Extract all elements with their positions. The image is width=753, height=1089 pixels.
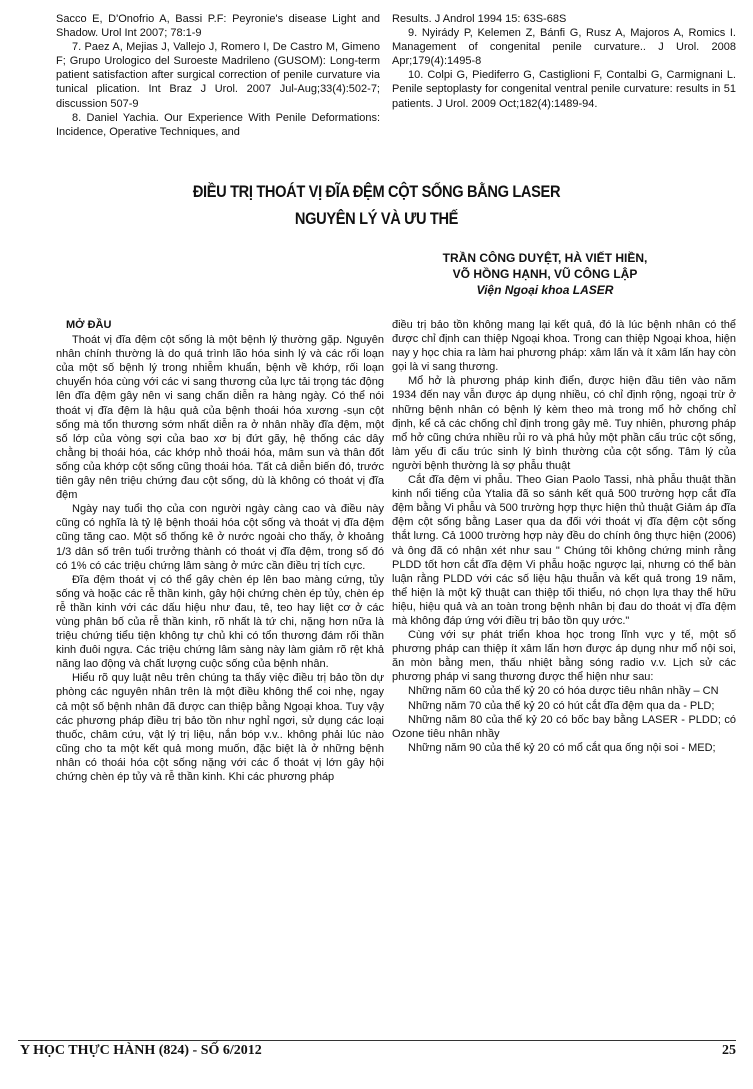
body-paragraph: Cắt đĩa đệm vi phẫu. Theo Gian Paolo Tassi, nhà phẫu thuật thần kinh nổi tiếng của Ytalia đã so sánh kết quả 500 trường hợp cắt đĩa đệm bằng Vi phẫu và 500 trường hợp thực hiện thủ thuật Giảm áp đĩa đệm cột sống bằng Laser qua da đối với thoát vị đĩa đệm cột sống thắt lưng. Cả 1000 trường hợp này đều do chính ông thực hiện (2006) và ông đã có nhận xét như sau " Chúng tôi không chứng minh rằng PLDD tốt hơn cắt đĩa đệm Vi phẫu hoặc ngược lại, nhưng có thể bàn luận rằng PLDD với các số liệu hậu thuẫn và kết quả trong 19 năm, thể hiện là một kỹ thuật can thiệp tối thiểu, nó chọn lựa thay thế hữu hiệu, hiệu quả và an toàn trong bệnh nhân bị đau do thoát vị đĩa đệm mà không đáp ứng với điều trị bảo tồn quy ước." — [392, 474, 736, 627]
reference-item: 9. Nyirády P, Kelemen Z, Bánfi G, Rusz A, Majoros A, Romics I. Management of congenital penile curvature.. J Urol. 2008 Apr;179(4):1495-8 — [392, 27, 736, 68]
reference-item: Sacco E, D'Onofrio A, Bassi P.F: Peyronie's disease Light and Shadow. Urol Int 2007; 78:1-9 — [56, 13, 380, 40]
history-item: Những năm 80 của thế kỷ 20 có bốc bay bằng LASER - PLDD; có Ozone tiêu nhân nhầy — [392, 713, 736, 740]
author-names-line-2: VÕ HỒNG HẠNH, VŨ CÔNG LẬP — [452, 267, 638, 281]
author-institution: Viện Ngoại khoa LASER — [476, 283, 614, 297]
reference-item: 7. Paez A, Mejias J, Vallejo J, Romero I, De Castro M, Gimeno F; Grupo Urologico del Suroeste Madrileno (GUSOM): Long-term patient satisfaction after surgical correction of penile curvature via tunical plication. Int Braz J Urol. 2007 Jul-Aug;33(4):502-7; discussion 507-9 — [56, 41, 380, 110]
reference-item: 10. Colpi G, Piediferro G, Castiglioni F, Contalbi G, Carmignani L. Penile septoplasty for congenital ventral penile curvature: results in 51 patients. J Urol. 2009 Oct;182(4):1489-94. — [392, 69, 736, 110]
body-paragraph: Hiểu rõ quy luật nêu trên chúng ta thấy việc điều trị bảo tồn dự phòng các nguyên nhân trên là một điều không thể coi nhẹ, ngay cả một số bệnh nhân đã được can thiệp bằng Ngoại khoa. Tuy vậy các phương pháp điều trị bảo tồn như nghỉ ngơi, sử dụng các loại thuốc, châm cứu, vật lý trị liệu, nắn bóp v.v.. không phải lúc nào cũng cho ta một kết quả mong muốn, đặc biệt là ở những bệnh nhân có thoái hóa cột sống nặng với các ổ thoát vị lớn gây hội chứng chèn ép tủy và rễ thần kinh. Khi các phương pháp — [56, 672, 384, 783]
history-item: Những năm 70 của thế kỷ 20 có hút cắt đĩa đệm qua da - PLD; — [408, 699, 715, 712]
section-heading: MỞ ĐẦU — [66, 319, 112, 331]
footer-journal-name: Y HỌC THỰC HÀNH (824) - SỐ 6/2012 — [20, 1043, 262, 1058]
history-item: Những năm 60 của thế kỷ 20 có hóa dược tiêu nhân nhầy – CN — [408, 685, 719, 698]
body-paragraph: Đĩa đệm thoát vị có thể gây chèn ép lên bao màng cứng, tủy sống và hoặc các rễ thần kinh, gây hội chứng chèn ép tủy, chèn ép rễ thần kinh với các dấu hiệu như đau, tê, teo hay liệt cơ ở các vùng phân bố của rễ thần kinh, rõ nhất là tứ chi, nặng hơn nữa là triệu chứng tiểu tiện không tự chủ khi có tổn thương đám rối thần kinh đuôi ngựa. Các triệu chứng lâm sàng này làm giảm rõ rệt khả năng lao động và chất lượng cuộc sống của bệnh nhân. — [56, 573, 384, 671]
reference-item: 8. Daniel Yachia. Our Experience With Penile Deformations: Incidence, Operative Techniques, and — [56, 111, 380, 138]
article-title-line-1: ĐIỀU TRỊ THOÁT VỊ ĐĨA ĐỆM CỘT SỐNG BẰNG LASER — [192, 182, 561, 201]
body-paragraph: Ngày nay tuổi thọ của con người ngày càng cao và điều này cũng có nghĩa là tỷ lệ bệnh thoái hóa cột sống và thoát vị đĩa đệm cũng tăng cao. Một số thống kê ở nước ngoài cho thấy, ở khoảng 1/3 dân số trên tuổi trưởng thành có thoát vị đĩa đệm, trong số đó có 1% có các triệu chứng lâm sàng ở mức cần điều trị tích cực. — [56, 503, 384, 572]
author-block — [400, 250, 690, 298]
article-title-line-2: NGUYÊN LÝ VÀ ƯU THẾ — [294, 209, 459, 228]
body-paragraph: Mổ hở là phương pháp kinh điển, được hiện đầu tiên vào năm 1934 đến nay vẫn được áp dụng nhiều, có chỉ định rộng, ngoại trừ ở những bệnh nhân có bệnh lý kèm theo mà trong mổ hở chống chỉ định, kể cả các chống chỉ định trong gây mê. Tuy nhiên, phương pháp mổ hở cũng chứa nhiều rủi ro và phá hủy một phần cấu trúc cột sống, làm yếu đi cấu trúc sinh lý bình thường của cột sống. Tâm lý của người bệnh thường là sợ phẫu thuật — [392, 375, 736, 472]
footer-page-number: 25 — [722, 1043, 736, 1058]
footer-divider — [18, 1040, 736, 1041]
body-paragraph: Thoát vị đĩa đệm cột sống là một bệnh lý thường gặp. Nguyên nhân chính thường là do quá trình lão hóa sinh lý và các rối loạn của một số bệnh lý trong nhiễm khuẩn, bệnh về khớp, rối loạn chuyển hóa cùng với các vi sang thương của lực tải trọng tác động lên đĩa đệm gây nên vi sang chấn diễn ra hàng ngày. Có thể nói thoát vị đĩa đệm là hậu quả của bệnh thoái hóa xương -sụn cột sống mà tổn thương sớm nhất diễn ra ở nhân nhầy đĩa đệm, một số lớp của vòng sợi của bao xơ bị đứt gãy, hệ thống các dây chằng bị thoái hóa, các khớp nhỏ thoái hóa, mâm sun và thân đốt sống của khớp cột sống cũng thoái hóa. Tất cả diễn biến đó, trước tiên gây nên triệu chứng đau cột sống, dù là không có thoát vị đĩa đệm — [56, 334, 384, 502]
author-names-line-1: TRẦN CÔNG DUYỆT, HÀ VIẾT HIỀN, — [442, 251, 648, 265]
reference-item: Results. J Androl 1994 15: 63S-68S — [392, 13, 567, 25]
body-right-column — [392, 318, 736, 755]
references-right-column — [392, 12, 736, 111]
body-left-column — [56, 318, 384, 784]
references-left-column — [56, 12, 380, 139]
body-paragraph: Cùng với sự phát triển khoa học trong lĩnh vực y tế, một số phương pháp can thiệp ít xâm lấn hơn được áp dụng như mổ nội soi, ăn mòn bằng men, thấu nhiệt bằng sóng radio v.v. Lịch sử các phương pháp vi sang thương được thể hiện như sau: — [392, 629, 736, 684]
article-title — [53, 178, 701, 232]
body-paragraph: điều trị bảo tồn không mang lại kết quả, đó là lúc bệnh nhân có thể được chỉ định can thiệp Ngoại khoa. Trong can thiệp Ngoại khoa, hiện nay y học chia ra làm hai phương pháp: xâm lấn và ít xâm lấn hay còn gọi là vi sang thương. — [392, 319, 736, 374]
history-item: Những năm 90 của thế kỷ 20 có mổ cắt qua ống nội soi - MED; — [408, 741, 716, 754]
